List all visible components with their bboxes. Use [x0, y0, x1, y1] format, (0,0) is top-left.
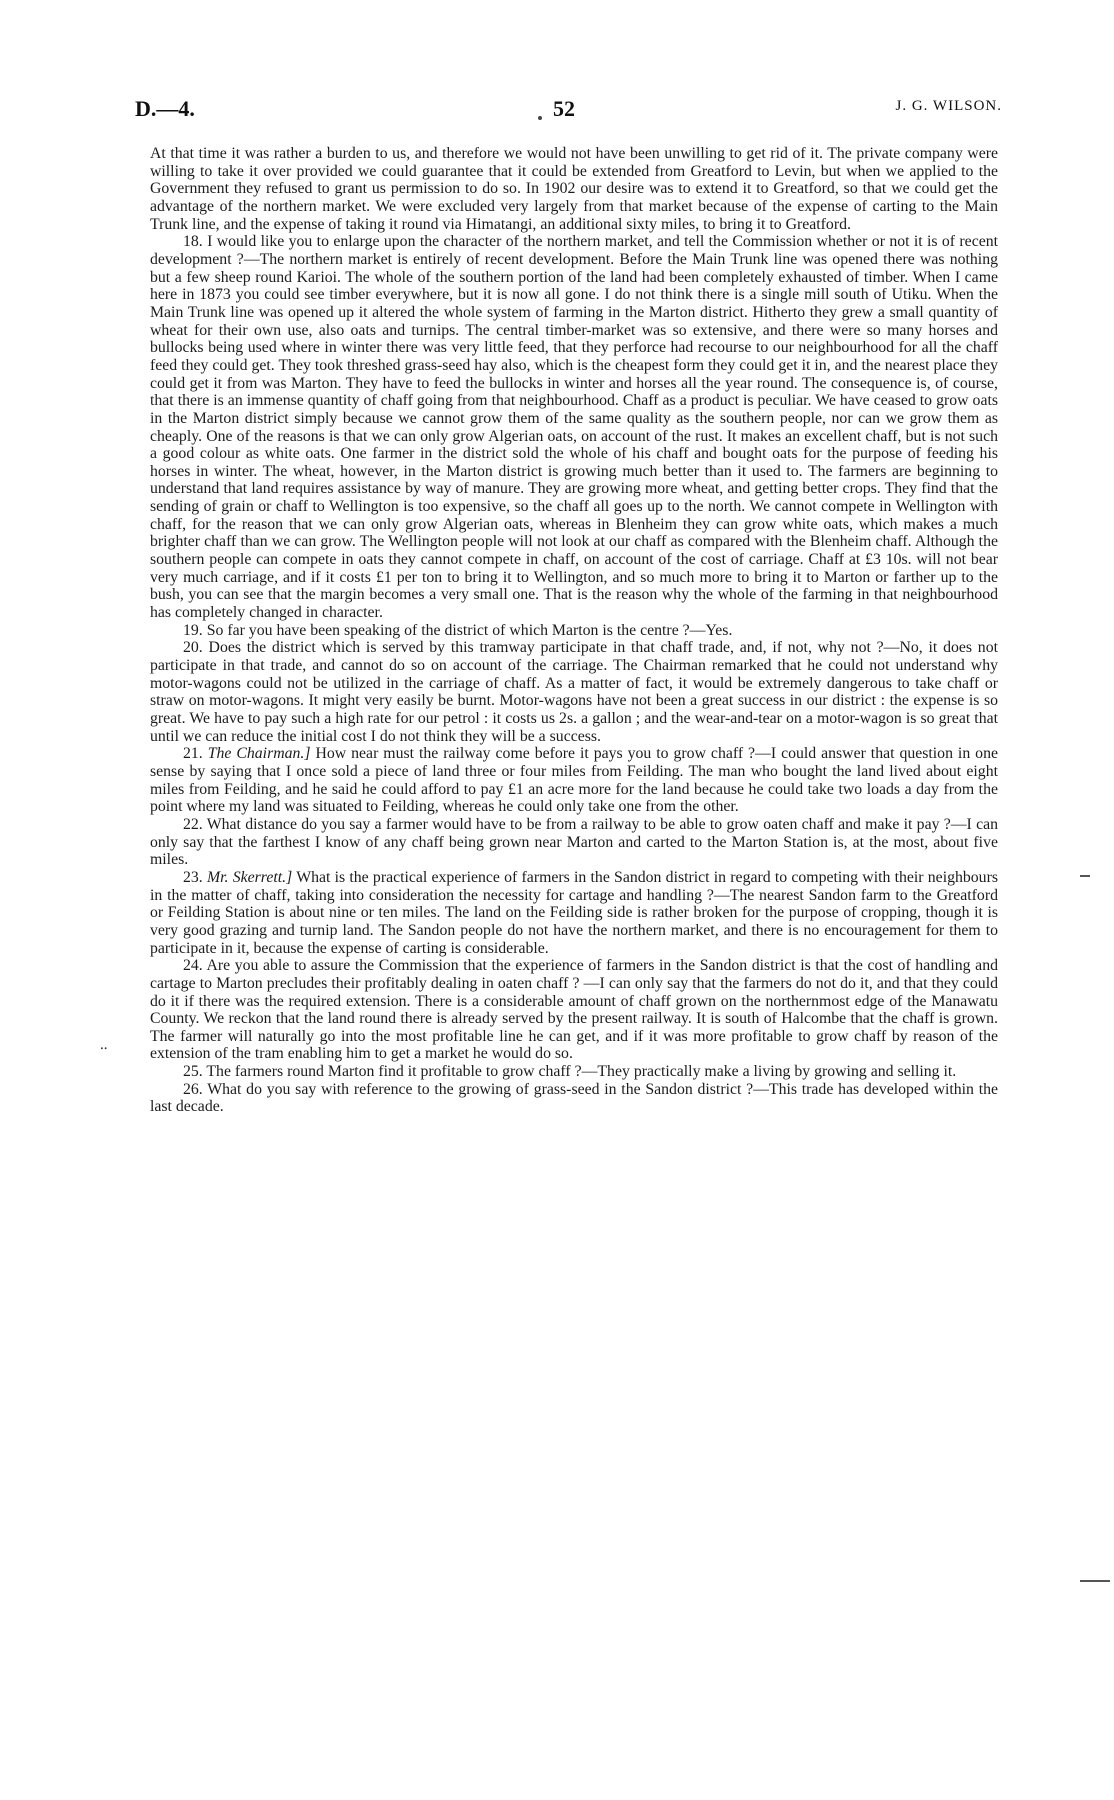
- speaker-label: The Chairman.]: [207, 745, 311, 763]
- witness-name: J. G. WILSON.: [895, 98, 1002, 114]
- paragraph-23-text: What is the practical experience of farmers in the Sandon district in regard to competing with their neighbours in the matter of chaff, taking into consideration the necessity for cartage and handling ?—The nearest Sandon farm to the Greatford or Feilding Station is about nine or ten miles. The land on the Feilding side is rather broken for the purpose of cropping, though it is very good grazing and turnip land. The Sandon people do not have the northern market, and there is no encouragement for them to participate in it, because the expense of carting is considerable.: [150, 868, 998, 957]
- paragraph-25: 25. The farmers round Marton find it profitable to grow chaff ?—They practically make a living by growing and selling it.: [183, 1063, 957, 1081]
- paragraph-23: [150, 869, 998, 957]
- margin-mark-left: ⸱⸱: [100, 1041, 108, 1057]
- header-dot: [538, 116, 542, 120]
- margin-mark: [1080, 1580, 1110, 1582]
- document-reference: D.—4.: [135, 96, 195, 121]
- page-header: [135, 96, 1002, 126]
- speaker-label: Mr. Skerrett.]: [206, 868, 293, 886]
- paragraph-21-text: How near must the railway come before it pays you to grow chaff ?—I could answer that question in one sense by saying that I once sold a piece of land three or four miles from Feilding. The man who bought the land lived about eight miles from Feilding, and he said he could afford to pay £1 an acre more for the land because he could take two loads a day from the point where my land was situated to Feilding, whereas he could only take one from the other.: [150, 745, 998, 816]
- paragraph-22: 22. What distance do you say a farmer would have to be from a railway to be able to grow oaten chaff and make it pay ?—I can only say that the farthest I know of any chaff being grown near Marton and carted to the Marton Station is, at the most, about five miles.: [150, 815, 998, 869]
- paragraph-continued: At that time it was rather a burden to us, and therefore we would not have been unwilling to get rid of it. The private company were willing to take it over provided we could guarantee that it could be extended from Greatford to Levin, but when we applied to the Government they refused to grant us permission to do so. In 1902 our desire was to extend it to Greatford, so that we could get the advantage of the northern market. We were excluded very largely from that market because of the expense of carting to the Main Trunk line, and the expense of taking it round via Himatangi, an additional sixty miles, to bring it to Greatford.: [150, 145, 998, 233]
- margin-mark: [1080, 875, 1090, 877]
- paragraph-21: [150, 745, 998, 816]
- paragraph-18: 18. I would like you to enlarge upon the character of the northern market, and tell the Commission whether or not it is of recent development ?—The northern market is entirely of recent development. Before the Main Trunk line was opened there was nothing but a few sheep round Karioi. The whole of the southern portion of the land had been completely exhausted of timber. When I came here in 1873 you could see timber everywhere, but it is now all gone. I do not think there is a single mill south of Utiku. When the Main Trunk line was opened up it altered the whole system of farming in the Marton district. Hitherto they grew a small quantity of wheat for their own use, also oats and turnips. The central timber-market was so extensive, and there were so many horses and bullocks being used where in winter there was very little feed, that they perforce had recourse to our neighbourhood for all the chaff feed they could get. They took threshed grass-seed hay also, which is the cheapest form they could get it in, and the nearest place they could get it from was Marton. They have to feed the bullocks in winter and horses all the year round. The consequence is, of course, that there is an immense quantity of chaff going from that neighbourhood. Chaff as a product is peculiar. We have ceased to grow oats in the Marton district simply because we cannot grow them of the same quality as the southern people, nor can we grow them as cheaply. One of the reasons is that we can only grow Algerian oats, on account of the rust. It makes an excellent chaff, but is not such a good colour as white oats. One farmer in the district sold the whole of his chaff and bought oats for the purpose of feeding his horses in winter. The wheat, however, in the Marton district is growing much better than it used to. The farmers are beginning to understand that land requires assistance by way of manure. They are growing more wheat, and getting better crops. They find that the sending of grain or chaff to Wellington is too expensive, so the chaff all goes up to the north. We cannot compete in Wellington with chaff, for the reason that we can only grow Algerian oats, whereas in Blenheim they can grow white oats, which makes a much brighter chaff than we can grow. The Wellington people will not look at our chaff as compared with the Blenheim chaff. Although the southern people can compete in oats they cannot compete in chaff, on account of the cost of carriage. Chaff at £3 10s. will not bear very much carriage, and if it costs £1 per ton to bring it to Wellington, and so much more to bring it to Marton or farther up to the bush, you can see that the margin becomes a very small one. That is the reason why the whole of the farming in that neighbourhood has completely changed in character.: [150, 233, 998, 622]
- paragraph-26: 26. What do you say with reference to the growing of grass-seed in the Sandon district ?—This trade has developed within the last decade.: [150, 1080, 998, 1116]
- question-number: 23.: [183, 868, 203, 886]
- question-number: 21.: [183, 745, 203, 763]
- paragraph-20: 20. Does the district which is served by this tramway participate in that chaff trade, and, if not, why not ?—No, it does not participate in that trade, and cannot do so on account of the carriage. The Chairman remarked that he could not understand why motor-wagons could not be utilized in the carriage of chaff. As a matter of fact, it would be extremely dangerous to take chaff or straw on motor-wagons. It might very easily be burnt. Motor-wagons have not been a great success in our district : the expense is so great. We have to pay such a high rate for our petrol : it costs us 2s. a gallon ; and the wear-and-tear on a motor-wagon is so great that until we can reduce the initial cost I do not think they will be a success.: [150, 639, 998, 745]
- body-text: [150, 145, 998, 1116]
- paragraph-24: 24. Are you able to assure the Commission that the experience of farmers in the Sandon district is that the cost of handling and cartage to Marton precludes their profitably dealing in oaten chaff ? —I can only say that the farmers do not do it, and that they could do it if there was the required extension. There is a considerable amount of chaff grown on the northernmost edge of the Manawatu County. We reckon that the land round there is already served by the present railway. It is south of Halcombe that the chaff is grown. The farmer will naturally go into the most profitable line he can get, and if it was more profitable to grow chaff by reason of the extension of the tram enabling him to get a market he would do so.: [150, 957, 998, 1063]
- paragraph-19: 19. So far you have been speaking of the district of which Marton is the centre ?—Yes.: [183, 621, 733, 639]
- page-number: 52: [553, 96, 575, 121]
